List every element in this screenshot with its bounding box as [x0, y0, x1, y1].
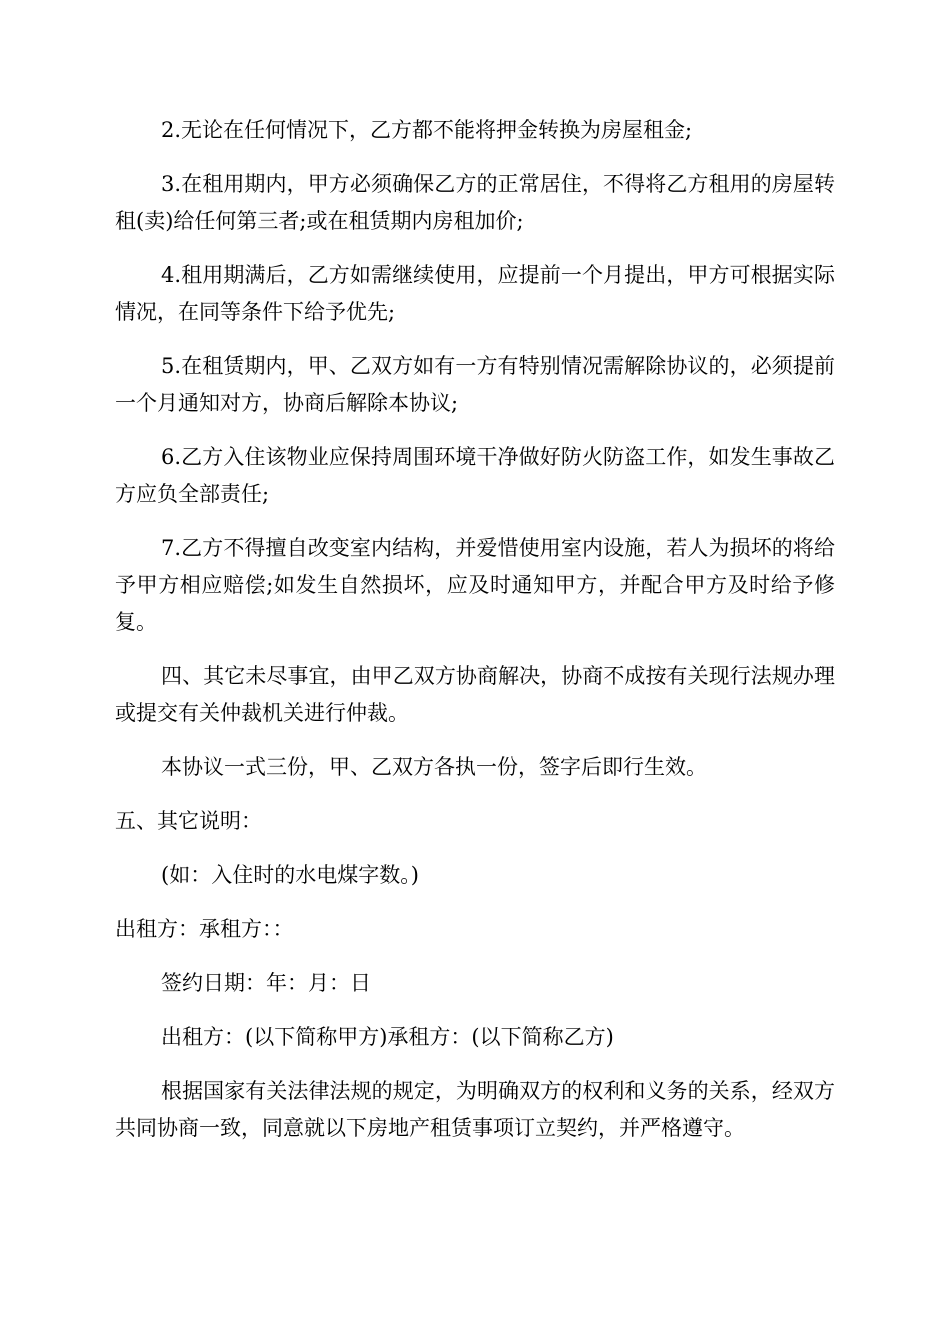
paragraph-preamble: 根据国家有关法律法规的规定，为明确双方的权利和义务的关系，经双方共同协商一致，同意就以下房地产租赁事项订立契约，并严格遵守。	[115, 1079, 835, 1140]
paragraph-section-4: 四、其它未尽事宜，由甲乙双方协商解决，协商不成按有关现行法规办理或提交有关仲裁机关进行仲裁。	[115, 664, 835, 725]
paragraph-clause-6: 6.乙方入住该物业应保持周围环境干净做好防火防盗工作，如发生事故乙方应负全部责任;	[115, 445, 835, 506]
paragraph-copies: 本协议一式三份，甲、乙双方各执一份，签字后即行生效。	[161, 755, 707, 779]
paragraph-party-definitions: 出租方：(以下简称甲方)承租方：(以下简称乙方)	[161, 1025, 614, 1049]
paragraph-clause-4: 4.租用期满后，乙方如需继续使用，应提前一个月提出，甲方可根据实际情况，在同等条件下给予优先;	[115, 263, 835, 324]
paragraph-sign-date: 签约日期：年：月：日	[161, 971, 371, 995]
heading-section-5: 五、其它说明：	[115, 809, 262, 833]
document-page	[115, 112, 835, 1164]
paragraph-clause-7: 7.乙方不得擅自改变室内结构，并爱惜使用室内设施，若人为损坏的将给予甲方相应赔偿;如发生自然损坏，应及时通知甲方，并配合甲方及时给予修复。	[115, 536, 835, 634]
paragraph-clause-3: 3.在租用期内，甲方必须确保乙方的正常居住，不得将乙方租用的房屋转租(卖)给任何第三者;或在租赁期内房租加价;	[115, 172, 835, 233]
paragraph-clause-2: 2.无论在任何情况下，乙方都不能将押金转换为房屋租金;	[161, 118, 693, 142]
paragraph-parties: 出租方：承租方：：	[115, 917, 294, 941]
paragraph-clause-5: 5.在租赁期内，甲、乙双方如有一方有特别情况需解除协议的，必须提前一个月通知对方，协商后解除本协议;	[115, 354, 835, 415]
paragraph-note: (如：入住时的水电煤字数。)	[161, 863, 419, 887]
